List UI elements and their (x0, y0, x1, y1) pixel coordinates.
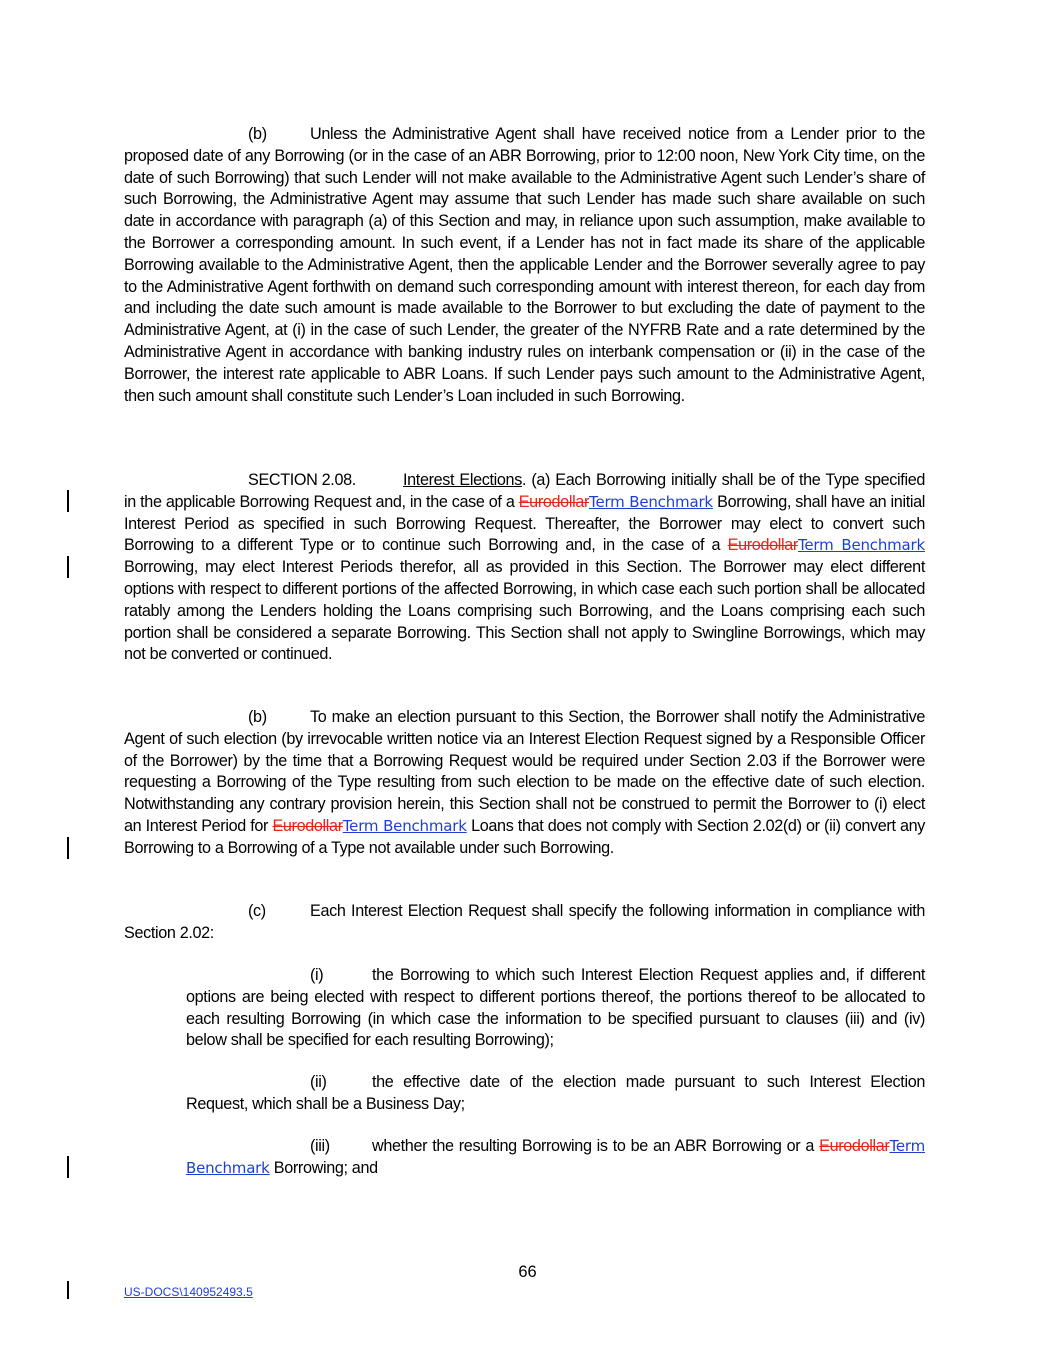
change-bar (67, 490, 69, 512)
section-number: SECTION 2.08. (248, 471, 356, 489)
paragraph-b-election (124, 707, 925, 860)
item-text: the Borrowing to which such Interest Election Request applies and, if different options are being elected with respect to different portions thereof, the portions thereof to be allocated to each resulting Borrowing (in which case the information to be specified pursuant to clauses (iii) and (iv) below shall be specified for each resulting Borrowing); (186, 966, 925, 1050)
item-text: whether the resulting Borrowing is to be an ABR Borrowing or a (372, 1137, 820, 1155)
paragraph-label: (c) (248, 902, 266, 920)
item-text: Borrowing; and (269, 1158, 378, 1177)
paragraph-label: (b) (248, 125, 267, 143)
inserted-text: Term Benchmark (797, 536, 925, 555)
section-text: Borrowing, may elect Interest Periods therefor, all as provided in this Section. The Borrower may elect different options with respect to different portions of the affected Borrowing, in which case each such portion shall be allocated ratably among the Lenders holding the Loans comprising such Borrowing, and the Loans comprising each such portion shall be considered a separate Borrowing. This Section shall not apply to Swingline Borrowings, which may not be converted or continued. (124, 558, 925, 664)
inserted-text: Term Benchmark (589, 492, 713, 511)
paragraph-text: Each Interest Election Request shall specify the following information in compliance with Section 2.02: (124, 902, 925, 942)
section-2-08-paragraph (124, 470, 925, 666)
change-bar (67, 1281, 69, 1299)
item-label: (i) (310, 966, 324, 984)
item-i (186, 965, 925, 1052)
item-ii (186, 1072, 925, 1116)
paragraph-label: (b) (248, 708, 267, 726)
item-text: the effective date of the election made pursuant to such Interest Election Request, which shall be a Business Day; (186, 1073, 925, 1113)
section-text: . (a) Each Borrowing initially shall be of the Type specified in the applicable Borrowing Request and, in the case of a (124, 471, 925, 511)
item-label: (iii) (310, 1137, 330, 1155)
deleted-text: Eurodollar (518, 492, 590, 511)
section-text: Borrowing, shall have an initial Interest Period as specified in such Borrowing Request. Thereafter, the Borrower may elect to convert such Borrowing to a different Type or to continue such Borrowing and, in the case of a (124, 492, 925, 555)
page-number: 66 (518, 1263, 537, 1281)
change-bar (67, 1156, 69, 1178)
paragraph-b-lender-share (124, 124, 925, 407)
paragraph-text: Loans that does not comply with Section 2.02(d) or (ii) convert any Borrowing to a Borrowing of a Type not available under such Borrowing. (124, 816, 925, 857)
change-bar (67, 837, 69, 859)
section-heading: Interest Elections (403, 471, 522, 489)
item-label: (ii) (310, 1073, 327, 1091)
document-id-link[interactable]: US-DOCS\140952493.5 (124, 1285, 253, 1299)
paragraph-c (124, 901, 925, 945)
deleted-text: Eurodollar (819, 1137, 890, 1155)
inserted-text: Term Benchmark (186, 1137, 925, 1177)
deleted-text: Eurodollar (272, 816, 343, 835)
paragraph-text: Unless the Administrative Agent shall have received notice from a Lender prior to the proposed date of any Borrowing (or in the case of an ABR Borrowing, prior to 12:00 noon, New York City time, on the date of such Borrowing) that such Lender will not make available to the Administrative Agent such Lender’s share of such Borrowing, the Administrative Agent may assume that such Lender has made such share available on such date in accordance with paragraph (a) of this Section and may, in reliance upon such assumption, make available to the Borrower a corresponding amount. In such event, if a Lender has not in fact made its share of the applicable Borrowing available to the Administrative Agent, then the applicable Lender and the Borrower severally agree to pay to the Administrative Agent forthwith on demand such corresponding amount with interest thereon, for each day from and including the date such amount is made available to the Borrower to but excluding the date of payment to the Administrative Agent, at (i) in the case of such Lender, the greater of the NYFRB Rate and a rate determined by the Administrative Agent in accordance with banking industry rules on interbank compensation or (ii) in the case of the Borrower, the interest rate applicable to ABR Loans. If such Lender pays such amount to the Administrative Agent, then such amount shall constitute such Lender’s Loan included in such Borrowing. (124, 125, 925, 405)
inserted-text: Term Benchmark (342, 816, 467, 835)
paragraph-text: To make an election pursuant to this Section, the Borrower shall notify the Administrative Agent of such election (by irrevocable written notice via an Interest Election Request signed by a Responsible Officer of the Borrower) by the time that a Borrowing Request would be required under Section 2.03 if the Borrower were requesting a Borrowing of the Type resulting from such election to be made on the effective date of such election. Notwithstanding any contrary provision herein, this Section shall not be construed to permit the Borrower to (i) elect an Interest Period for (124, 708, 925, 835)
item-iii (186, 1136, 925, 1180)
deleted-text: Eurodollar (727, 536, 798, 555)
change-bar (67, 556, 69, 578)
